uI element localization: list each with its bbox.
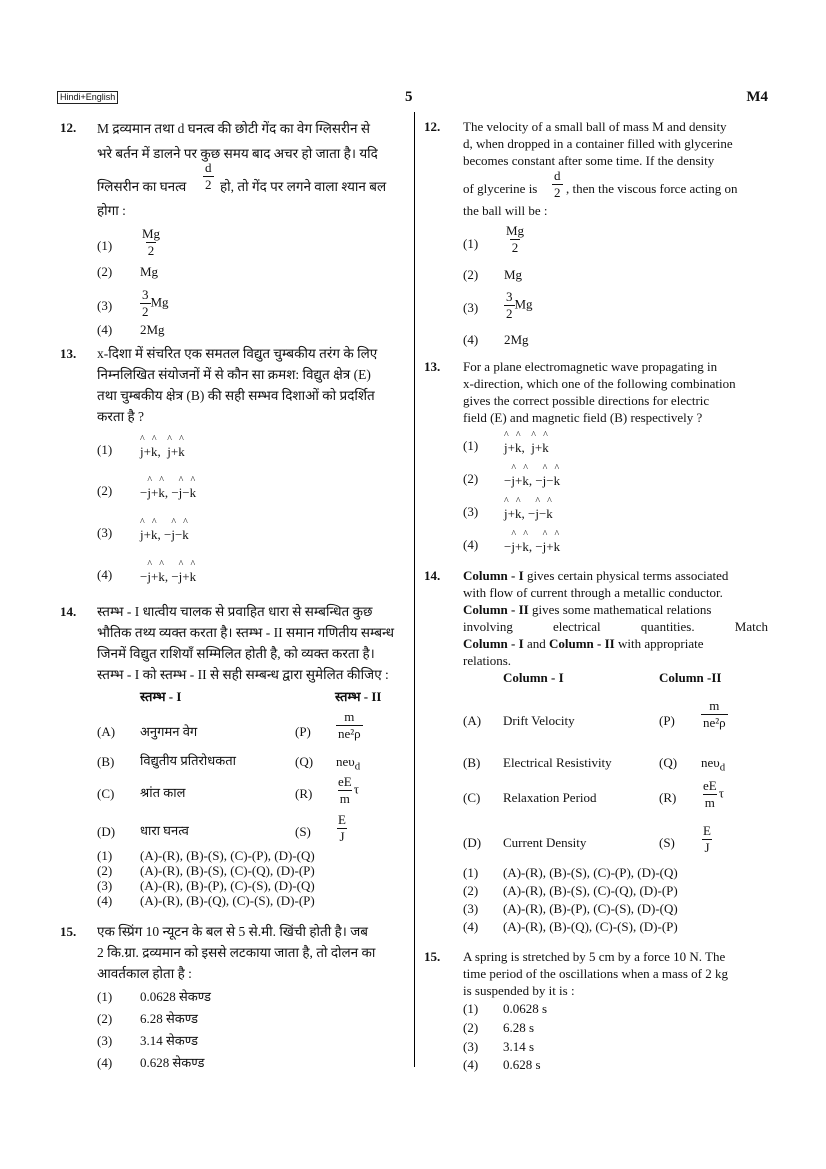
numerator: E — [703, 823, 711, 838]
question-text — [463, 601, 711, 618]
question-text: is suspended by it is : — [463, 983, 575, 998]
text: and — [523, 636, 549, 651]
question-number: 14. — [60, 604, 77, 619]
page-number: 5 — [405, 89, 413, 105]
question-text: भौतिक तथ्य व्यक्त करता है। स्तम्भ - II समान गणितीय सम्बन्ध — [97, 625, 395, 640]
question-number: 12. — [60, 120, 77, 135]
question-text — [463, 635, 704, 652]
option-number: (4) — [463, 537, 479, 552]
question-text: हो, तो गेंद पर लगने वाला श्यान बल — [220, 179, 387, 194]
formula-text: neυ — [701, 755, 720, 770]
column-1-item: विद्युतीय प्रतिरोधकता — [140, 753, 236, 768]
row-label: (R) — [295, 786, 313, 801]
option-number: (1) — [463, 236, 479, 251]
option-number: (4) — [463, 1057, 479, 1072]
question-number: 13. — [424, 359, 441, 374]
option-number: (3) — [463, 1039, 479, 1054]
option-number: (4) — [463, 332, 479, 347]
column-2-heading: Column -II — [659, 670, 722, 685]
question-text: x-direction, which one of the following combination — [463, 376, 736, 391]
question-text: time period of the oscillations when a mass of 2 kg — [463, 966, 729, 981]
option-text: (A)-(R), (B)-(P), (C)-(S), (D)-(Q) — [503, 901, 678, 916]
row-label: (A) — [97, 724, 116, 739]
denominator: ne²ρ — [338, 726, 361, 741]
question-text: d, when dropped in a container filled with glycerine — [463, 136, 733, 151]
subscript: d — [719, 761, 726, 774]
option-4-vectors: −^ j+^ k, −^ j+^ k — [140, 569, 196, 585]
numerator: 3 — [142, 287, 149, 302]
option-2-value: Mg — [140, 264, 159, 279]
question-text: gives the correct possible directions for electric — [463, 393, 710, 408]
option-number: (1) — [97, 442, 113, 457]
option-3-vectors: ^ j+^ k, −^ j−^ k — [140, 527, 189, 543]
option-3-value — [504, 289, 533, 322]
option-1-value — [504, 223, 526, 256]
formula-text: neυ — [336, 754, 355, 769]
language-label: Hindi+English — [57, 91, 118, 104]
option-3-value — [140, 287, 169, 320]
row-label: (B) — [463, 755, 481, 770]
option-number: (2) — [97, 1011, 113, 1026]
denominator: m — [704, 795, 715, 810]
question-text: करता है ? — [97, 409, 144, 424]
option-text: (A)-(R), (B)-(S), (C)-(P), (D)-(Q) — [503, 865, 678, 880]
column-1-item: Current Density — [503, 835, 587, 850]
formula-E-over-J — [701, 823, 713, 856]
option-number: (1) — [463, 865, 479, 880]
numerator: d — [205, 160, 212, 175]
option-number: (2) — [97, 863, 113, 878]
denominator: 2 — [554, 185, 561, 200]
question-text: with flow of current through a metallic conductor. — [463, 585, 723, 600]
option-text: 6.28 s — [503, 1020, 535, 1035]
row-label: (Q) — [659, 755, 678, 770]
column-divider — [414, 112, 415, 1067]
question-number: 15. — [60, 924, 77, 939]
question-number: 14. — [424, 568, 441, 583]
question-text: स्तम्भ - I धात्वीय चालक से प्रवाहित धारा से सम्बन्धित कुछ — [97, 604, 373, 619]
row-label: (P) — [659, 713, 675, 728]
option-text: (A)-(R), (B)-(Q), (C)-(S), (D)-(P) — [503, 919, 678, 934]
question-text: आवर्तकाल होता है : — [97, 966, 192, 981]
row-label: (C) — [463, 790, 481, 805]
numerator: m — [344, 709, 355, 724]
question-number: 13. — [60, 346, 77, 361]
column-2-heading: स्तम्भ - II — [335, 689, 382, 704]
bold-term: Column - II — [548, 636, 615, 651]
row-label: (S) — [295, 824, 311, 839]
option-4-value: 2Mg — [504, 332, 529, 347]
numerator: m — [709, 698, 720, 713]
numerator: eE — [703, 778, 717, 793]
text: gives some mathematical relations — [528, 602, 712, 617]
formula-text: τ — [353, 781, 359, 797]
denominator: 2 — [506, 306, 513, 321]
option-number: (2) — [463, 471, 479, 486]
formula-eE-over-m-tau — [336, 774, 359, 807]
option-text: 3.14 s — [503, 1039, 535, 1054]
numerator: d — [554, 168, 561, 183]
option-1-vectors: ^ j+^ k, ^ j+^ k — [140, 444, 185, 460]
option-number: (3) — [97, 298, 113, 313]
option-number: (1) — [97, 848, 113, 863]
numerator: 3 — [506, 289, 513, 304]
denominator: 2 — [511, 240, 519, 255]
option-number: (4) — [463, 919, 479, 934]
numerator: Mg — [506, 223, 525, 238]
row-label: (S) — [659, 835, 675, 850]
option-1-vectors: ^ j+^ k, ^ j+^ k — [504, 440, 549, 456]
question-text: The velocity of a small ball of mass M and density — [463, 119, 727, 134]
column-1-item: अनुगमन वेग — [140, 724, 198, 739]
option-text: (A)-(R), (B)-(P), (C)-(S), (D)-(Q) — [140, 878, 315, 893]
bold-term: Column - I — [463, 568, 524, 583]
formula-m-over-ne2rho — [701, 698, 728, 731]
column-1-item: Electrical Resistivity — [503, 755, 612, 770]
option-text: (A)-(R), (B)-(S), (C)-(Q), (D)-(P) — [140, 863, 315, 878]
question-text: , then the viscous force acting on — [566, 181, 738, 196]
question-text: field (E) and magnetic field (B) respectively ? — [463, 410, 703, 425]
row-label: (B) — [97, 754, 115, 769]
question-text: of glycerine is — [463, 181, 538, 196]
column-1-heading: Column - I — [503, 670, 564, 685]
column-1-item: श्रांत काल — [140, 785, 186, 800]
question-text: स्तम्भ - I को स्तम्भ - II से सही सम्बन्ध द्वारा सुमेलित कीजिए : — [97, 667, 389, 682]
option-3-vectors: ^ j+^ k, −^ j−^ k — [504, 506, 553, 522]
numerator: eE — [338, 774, 352, 789]
option-text: (A)-(R), (B)-(S), (C)-(Q), (D)-(P) — [503, 883, 678, 898]
option-number: (3) — [463, 504, 479, 519]
row-label: (A) — [463, 713, 482, 728]
row-label: (C) — [97, 786, 115, 801]
formula-nevd — [701, 755, 725, 774]
option-number: (1) — [463, 1001, 479, 1016]
option-number: (3) — [97, 878, 113, 893]
option-1-value — [140, 226, 162, 259]
question-text: becomes constant after some time. If the density — [463, 153, 715, 168]
fraction-d-over-2 — [203, 160, 214, 193]
option-number: (3) — [463, 901, 479, 916]
numerator: E — [338, 812, 346, 827]
formula-eE-over-m-tau — [701, 778, 724, 811]
numerator: Mg — [142, 226, 161, 241]
option-number: (4) — [97, 322, 113, 337]
column-1-item: Relaxation Period — [503, 790, 597, 805]
option-number: (1) — [97, 238, 113, 253]
formula-nevd — [336, 754, 360, 773]
option-2-value: Mg — [504, 267, 523, 282]
option-number: (2) — [97, 264, 113, 279]
question-text: relations. — [463, 653, 512, 668]
option-text: (A)-(R), (B)-(S), (C)-(P), (D)-(Q) — [140, 848, 315, 863]
denominator: 2 — [142, 304, 149, 319]
question-text: the ball will be : — [463, 203, 548, 218]
option-text: 0.0628 s — [503, 1001, 548, 1016]
option-number: (3) — [463, 300, 479, 315]
text: gives certain physical terms associated — [523, 568, 729, 583]
option-text: 0.628 s — [503, 1057, 541, 1072]
formula-E-over-J — [336, 812, 348, 845]
formula-text: τ — [718, 785, 724, 801]
option-text: 0.628 सेकण्ड — [140, 1055, 205, 1070]
question-text: involving electrical quantities. Match — [463, 619, 768, 634]
question-text — [463, 567, 728, 584]
option-2-vectors: −^ j+^ k, −^ j−^ k — [504, 473, 560, 489]
question-text: M द्रव्यमान तथा d घनत्व की छोटी गेंद का वेग ग्लिसरीन से — [97, 121, 370, 136]
row-label: (D) — [463, 835, 482, 850]
question-text: तथा चुम्बकीय क्षेत्र (B) की सही सम्भव दिशाओं को प्रदर्शित — [97, 388, 375, 403]
question-text: A spring is stretched by 5 cm by a force 10 N. The — [463, 949, 726, 964]
question-text: For a plane electromagnetic wave propagating in — [463, 359, 718, 374]
option-text: (A)-(R), (B)-(Q), (C)-(S), (D)-(P) — [140, 893, 315, 908]
text: with appropriate — [614, 636, 704, 651]
bold-term: Column - I — [463, 636, 524, 651]
question-text: x-दिशा में संचरित एक समतल विद्युत चुम्बकीय तरंग के लिए — [97, 346, 378, 361]
denominator: 2 — [205, 177, 212, 192]
bold-term: Column - II — [463, 602, 529, 617]
denominator: 2 — [147, 243, 155, 258]
row-label: (Q) — [295, 754, 314, 769]
question-text: ग्लिसरीन का घनत्व — [97, 179, 187, 194]
option-number: (3) — [97, 525, 113, 540]
denominator: J — [339, 829, 345, 844]
question-text: जिनमें विद्युत राशियाँ सम्मिलित होती है, को व्यक्त करता है। — [97, 646, 375, 661]
denominator: m — [339, 791, 350, 806]
value-text: Mg — [514, 296, 533, 312]
column-1-item: धारा घनत्व — [140, 823, 189, 838]
fraction-d-over-2 — [552, 168, 563, 201]
question-text: एक स्प्रिंग 10 न्यूटन के बल से 5 से.मी. खिंची होती है। जब — [97, 924, 368, 939]
option-number: (1) — [463, 438, 479, 453]
row-label: (D) — [97, 824, 116, 839]
question-text: निम्नलिखित संयोजनों में से कौन सा क्रमश: विद्युत क्षेत्र (E) — [97, 367, 371, 382]
option-text: 6.28 सेकण्ड — [140, 1011, 198, 1026]
option-number: (4) — [97, 1055, 113, 1070]
option-number: (4) — [97, 893, 113, 908]
row-label: (R) — [659, 790, 677, 805]
option-text: 3.14 सेकण्ड — [140, 1033, 198, 1048]
booklet-code: M4 — [746, 89, 768, 105]
value-text: Mg — [150, 294, 169, 310]
column-1-item: Drift Velocity — [503, 713, 575, 728]
option-number: (2) — [463, 1020, 479, 1035]
option-4-value: 2Mg — [140, 322, 165, 337]
option-number: (3) — [97, 1033, 113, 1048]
option-4-vectors: −^ j+^ k, −^ j+^ k — [504, 539, 560, 555]
formula-m-over-ne2rho — [336, 709, 363, 742]
column-1-heading: स्तम्भ - I — [140, 689, 182, 704]
question-text: 2 कि.ग्रा. द्रव्यमान को इससे लटकाया जाता है, तो दोलन का — [97, 945, 376, 960]
option-number: (4) — [97, 567, 113, 582]
denominator: ne²ρ — [703, 715, 726, 730]
question-number: 12. — [424, 119, 441, 134]
denominator: J — [704, 840, 710, 855]
option-number: (2) — [463, 267, 479, 282]
row-label: (P) — [295, 724, 311, 739]
option-text: 0.0628 सेकण्ड — [140, 989, 211, 1004]
subscript: d — [354, 760, 361, 773]
question-text: होगा : — [97, 203, 126, 218]
option-number: (2) — [97, 483, 113, 498]
option-2-vectors: −^ j+^ k, −^ j−^ k — [140, 485, 196, 501]
option-number: (1) — [97, 989, 113, 1004]
question-text: भरे बर्तन में डालने पर कुछ समय बाद अचर हो जाता है। यदि — [97, 146, 378, 161]
question-number: 15. — [424, 949, 441, 964]
option-number: (2) — [463, 883, 479, 898]
